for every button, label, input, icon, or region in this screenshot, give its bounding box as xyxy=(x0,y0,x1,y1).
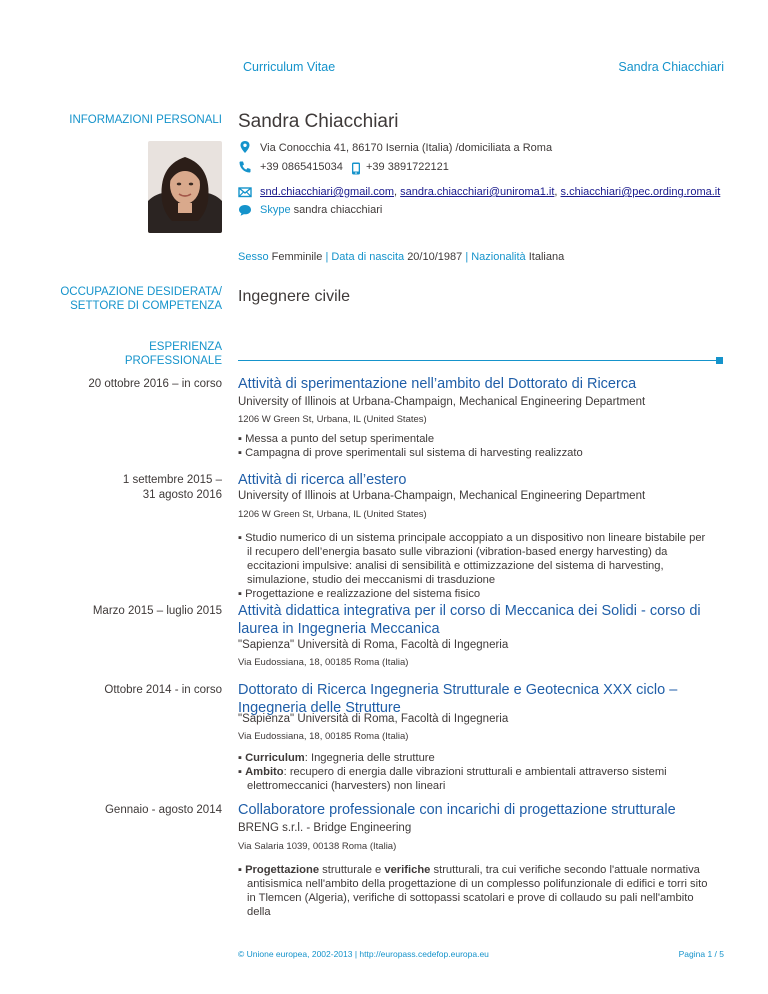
experience-title: Attività didattica integrativa per il corso di Meccanica dei Solidi - corso di laurea in Ingegneria Meccanica xyxy=(238,603,701,637)
desired-label-line1: OCCUPAZIONE DESIDERATA/ xyxy=(60,286,222,298)
desired-label-line2: SETTORE DI COMPETENZA xyxy=(70,300,222,312)
email-separator: , xyxy=(554,186,558,198)
experience-title: Dottorato di Ricerca Ingegneria Strutturale e Geotecnica XXX ciclo – Ingegneria delle Strutture xyxy=(238,682,678,716)
bullet-text: strutturale e xyxy=(319,864,385,876)
list-item: ▪ Curriculum: Ingegneria delle strutture xyxy=(238,752,435,764)
email-link-pec[interactable]: s.chiacchiari@pec.ording.roma.it xyxy=(560,186,721,198)
experience-date: Gennaio - agosto 2014 xyxy=(104,804,222,816)
birth-value: 20/10/1987 xyxy=(407,251,463,263)
section-label-experience xyxy=(125,340,222,368)
experience-title: Collaboratore professionale con incarichi di progettazione strutturale xyxy=(238,802,676,818)
birth-label: Data di nascita xyxy=(331,251,405,263)
experience-address: Via Eudossiana, 18, 00185 Roma (Italia) xyxy=(238,657,409,668)
section-label-desired xyxy=(60,285,222,313)
experience-date: Marzo 2015 – luglio 2015 xyxy=(92,605,222,617)
experience-employer: "Sapienza" Università di Roma, Facoltà di Ingegneria xyxy=(238,713,509,725)
experience-date-start: 1 settembre 2015 – xyxy=(122,474,222,486)
bullet-text: : recupero di energia dalle vibrazioni strutturali e ambientali attraverso sistemi elettromeccanici (harvesters) non lineari xyxy=(247,766,667,792)
sex-value: Femminile xyxy=(271,251,323,263)
section-divider xyxy=(238,360,718,361)
bullet-text: : Ingegneria delle strutture xyxy=(304,752,435,764)
nationality-label: Nazionalità xyxy=(471,251,526,263)
mobile-phone-icon xyxy=(350,162,362,175)
experience-title: Attività di ricerca all’estero xyxy=(238,472,407,488)
experience-bullets xyxy=(238,531,713,601)
sex-label: Sesso xyxy=(238,251,269,263)
phone-mobile[interactable]: +39 3891722121 xyxy=(366,161,449,173)
experience-bullets xyxy=(238,432,713,460)
experience-title: Attività di sperimentazione nell’ambito del Dottorato di Ricerca xyxy=(238,376,637,392)
bullet-bold: Progettazione xyxy=(245,864,320,876)
experience-date: 20 ottobre 2016 – in corso xyxy=(88,378,222,390)
person-name: Sandra Chiacchiari xyxy=(238,111,399,132)
bullet-text: Messa a punto del setup sperimentale xyxy=(245,433,435,445)
details-separator: | xyxy=(465,251,469,263)
details-separator: | xyxy=(325,251,329,263)
skype-line xyxy=(260,204,382,216)
list-item: ▪ Studio numerico di un sistema principale accoppiato a un dispositivo non lineare bistabile per il recupero dell’energia basato sulle vibrazioni (vibration-based energy harvesting) da eccitazioni impulsive: analisi di sensibilità e ottimizzazione del sistema di harvesting, simulazione, studio dei meccanismi di trasduzione xyxy=(238,532,706,586)
email-link-gmail[interactable]: snd.chiacchiari@gmail.com xyxy=(260,186,395,198)
bullet-text: Studio numerico di un sistema principale accoppiato a un dispositivo non lineare bistabile per il recupero dell’energia basato sulle vibrazioni (vibration-based energy harvesting) da eccitazioni impulsive: analisi di sensibilità e ottimizzazione del sistema di harvesting, simulazione, studio dei meccanismi di trasduzione xyxy=(245,532,706,586)
section-label-personal: INFORMAZIONI PERSONALI xyxy=(69,114,222,126)
bullet-text: strutturali, tra cui verifiche secondo l'attuale normativa antisismica nell'ambito della progettazione di un complesso polifunzionale di edifici e torri sito in Tlemcen (Algeria), verifiche di sottopassi scatolari e prove di collaudo su pali nell'ambito della xyxy=(247,864,708,918)
desired-occupation: Ingegnere civile xyxy=(238,288,351,305)
section-divider-marker xyxy=(716,357,723,364)
experience-employer: University of Illinois at Urbana-Champaign, Mechanical Engineering Department xyxy=(238,490,646,502)
experience-bullets xyxy=(238,751,713,793)
bullet-text: Progettazione e realizzazione del sistema fisico xyxy=(245,588,481,600)
personal-details-line xyxy=(238,251,564,263)
list-item: ▪ Ambito: recupero di energia dalle vibrazioni strutturali e ambientali attraverso sistemi elettromeccanici (harvesters) non lineari xyxy=(238,766,667,792)
skype-label: Skype xyxy=(260,204,291,216)
email-link-uniroma[interactable]: sandra.chiacchiari@uniroma1.it xyxy=(400,186,555,198)
experience-label-line1: ESPERIENZA xyxy=(149,341,222,353)
list-item: ▪ Progettazione strutturale e verifiche strutturali, tra cui verifiche secondo l'attuale normativa antisismica nell'ambito della progettazione di un complesso polifunzionale di edifici e torri sito in Tlemcen (Algeria), verifiche di sottopassi scatolari e prove di collaudo su pali nell'ambito della xyxy=(238,864,708,918)
experience-address: Via Salaria 1039, 00138 Roma (Italia) xyxy=(238,841,397,852)
location-pin-icon xyxy=(238,140,252,154)
experience-employer: University of Illinois at Urbana-Champaign, Mechanical Engineering Department xyxy=(238,396,646,408)
list-item: ▪ Campagna di prove sperimentali sul sistema di harvesting realizzato xyxy=(238,447,583,459)
experience-date-end: 31 agosto 2016 xyxy=(142,489,222,501)
experience-address: Via Eudossiana, 18, 00185 Roma (Italia) xyxy=(238,731,409,742)
experience-label-line2: PROFESSIONALE xyxy=(124,355,222,367)
header-title: Curriculum Vitae xyxy=(243,60,336,74)
bullet-bold: verifiche xyxy=(384,864,431,876)
experience-bullets xyxy=(238,863,713,919)
bullet-text: Campagna di prove sperimentali sul sistema di harvesting realizzato xyxy=(245,447,583,459)
list-item: ▪ Messa a punto del setup sperimentale xyxy=(238,433,435,445)
bullet-bold: Ambito xyxy=(245,766,284,778)
phone-icon xyxy=(238,160,252,174)
experience-address: 1206 W Green St, Urbana, IL (United States) xyxy=(238,509,427,520)
experience-address: 1206 W Green St, Urbana, IL (United States) xyxy=(238,414,427,425)
profile-photo xyxy=(148,141,222,233)
email-list xyxy=(260,186,720,198)
skype-chat-icon xyxy=(238,203,252,217)
phone-primary[interactable]: +39 0865415034 xyxy=(260,161,343,173)
footer-copyright[interactable]: © Unione europea, 2002-2013 | http://europass.cedefop.europa.eu xyxy=(238,949,489,959)
skype-value[interactable]: sandra chiacchiari xyxy=(293,204,383,216)
bullet-bold: Curriculum xyxy=(245,752,305,764)
page-number: Pagina 1 / 5 xyxy=(678,949,724,959)
header-name: Sandra Chiacchiari xyxy=(618,60,724,74)
email-separator: , xyxy=(394,186,398,198)
experience-date: Ottobre 2014 - in corso xyxy=(104,684,222,696)
address-text: Via Conocchia 41, 86170 Isernia (Italia) /domiciliata a Roma xyxy=(260,142,553,154)
nationality-value: Italiana xyxy=(528,251,565,263)
experience-employer: BRENG s.r.l. - Bridge Engineering xyxy=(238,822,412,834)
experience-employer: "Sapienza" Università di Roma, Facoltà di Ingegneria xyxy=(238,639,509,651)
experience-date xyxy=(123,473,222,503)
email-icon xyxy=(238,185,252,199)
list-item: ▪ Progettazione e realizzazione del sistema fisico xyxy=(238,588,481,600)
